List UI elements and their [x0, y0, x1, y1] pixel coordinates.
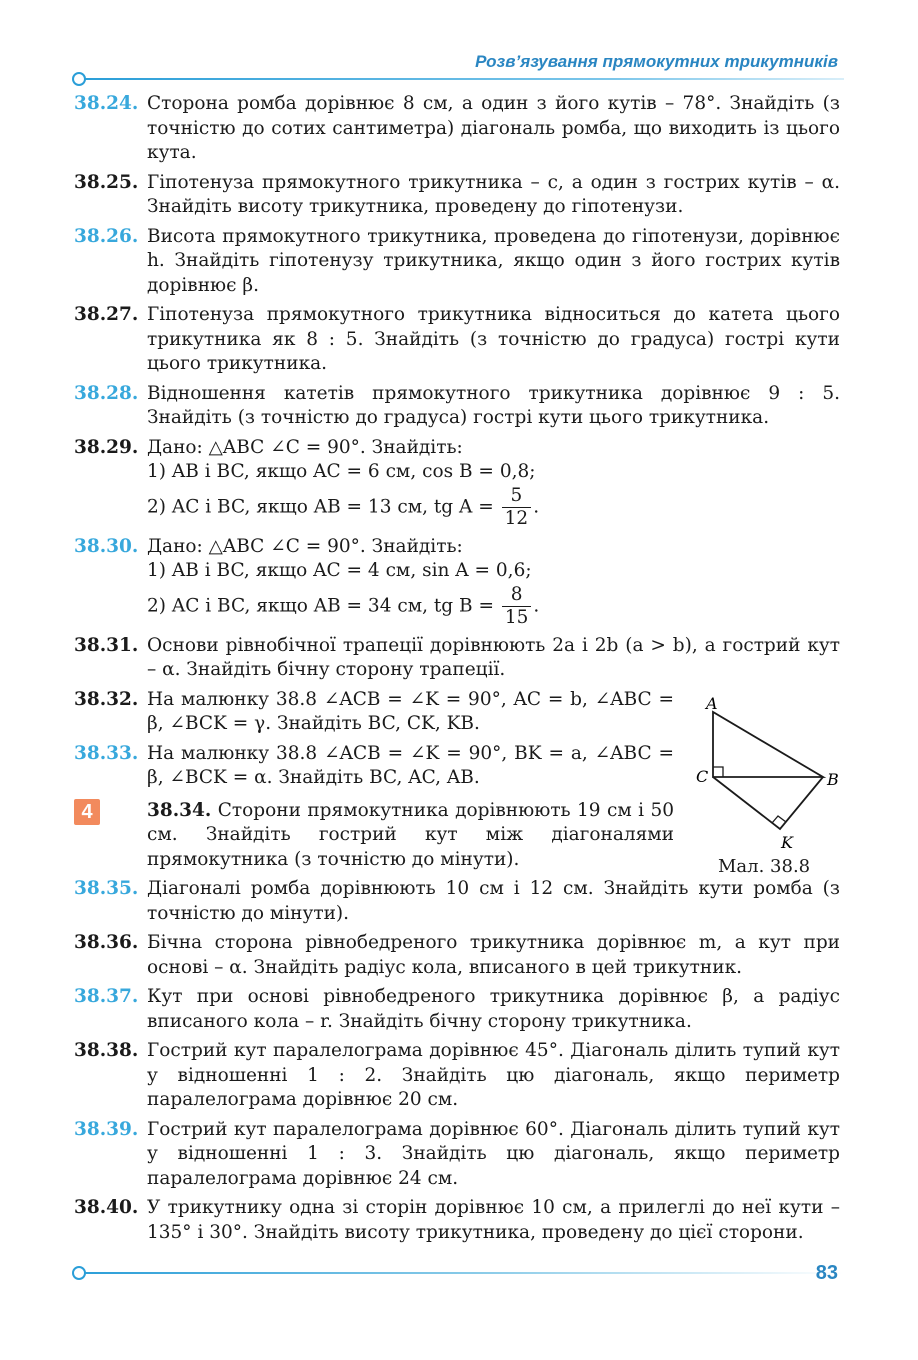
problem-part-2-end: . [533, 595, 540, 616]
problem-text: Сторона ромба дорівнює 8 см, а один з його кутів – 78°. Знайдіть (з точністю до сотих сантиметра) діагональ ромба, що виходить із цього кута. [147, 93, 840, 163]
problem-number: 38.39. [74, 1118, 139, 1140]
problem-38-27 [74, 303, 840, 377]
right-angle-mark-c [713, 767, 723, 777]
fraction [502, 485, 532, 530]
fraction-denominator: 15 [502, 606, 532, 629]
problem-number: 38.27. [74, 304, 139, 325]
problem-38-26 [74, 225, 840, 299]
problem-38-29 [74, 436, 840, 530]
problem-38-32 [74, 688, 674, 737]
problem-number: 38.36. [74, 932, 139, 953]
problems-list [74, 92, 840, 1250]
problem-number: 38.25. [74, 171, 139, 193]
problem-38-25 [74, 171, 840, 220]
problem-38-36 [74, 931, 840, 980]
fraction-denominator: 12 [502, 507, 532, 530]
figure-caption: Мал. 38.8 [718, 856, 811, 877]
problem-text: Основи рівнобічної трапеції дорівнюють 2a і 2b (a > b), а гострий кут – α. Знайдіть бічну сторону трапеції. [147, 634, 840, 680]
problem-number: 38.38. [74, 1040, 139, 1061]
problem-38-28 [74, 382, 840, 431]
problem-text: Гострий кут паралелограма дорівнює 60°. Діагональ ділить тупий кут у відношенні 1 : 3. Знайдіть цю діагональ, якщо периметр паралелограма дорівнює 24 см. [147, 1118, 840, 1189]
problem-38-34 [74, 799, 674, 873]
page-number: 83 [815, 1262, 838, 1284]
problem-number: 38.35. [74, 878, 139, 899]
problem-text: Гострий кут паралелограма дорівнює 45°. Діагональ ділить тупий кут у відношенні 1 : 2. Знайдіть цю діагональ, якщо периметр паралелограма дорівнює 20 см. [147, 1040, 840, 1110]
problem-text: Дано: △ABC ∠C = 90°. Знайдіть: [147, 535, 463, 557]
problem-38-40 [74, 1196, 840, 1245]
problem-38-39 [74, 1118, 840, 1192]
problem-number: 38.30. [74, 535, 139, 557]
level-badge-cell [74, 799, 147, 873]
difficulty-level-badge: 4 [74, 799, 100, 825]
problem-38-30 [74, 535, 840, 629]
footer-rule [74, 1272, 844, 1274]
problem-text: На малюнку 38.8 ∠ACB = ∠K = 90°, AC = b, ∠ABC = β, ∠BCK = γ. Знайдіть BC, CK, KB. [147, 688, 674, 734]
problem-part-2-text: 2) AC і BC, якщо AB = 13 см, tg A = [147, 496, 500, 517]
fraction-numerator: 8 [510, 583, 523, 605]
problem-part-2 [147, 485, 840, 530]
problem-text: Дано: △ABC ∠C = 90°. Знайдіть: [147, 436, 463, 458]
problem-number: 38.40. [74, 1197, 139, 1218]
label-a: A [706, 694, 718, 713]
problem-38-24 [74, 92, 840, 166]
problem-text: Сторони прямокутника дорівнюють 19 см і 50 см. Знайдіть гострий кут між діагоналями прямокутника (з точністю до мінути). [147, 799, 674, 870]
problem-text: Відношення катетів прямокутного трикутника дорівнює 9 : 5. Знайдіть (з точністю до градуса) гострі кути цього трикутника. [147, 382, 840, 428]
problem-38-31 [74, 634, 840, 683]
problem-number: 38.24. [74, 93, 139, 114]
problem-number: 38.28. [74, 382, 139, 404]
label-c: C [696, 767, 709, 786]
triangle-figure-38-8 [688, 692, 848, 882]
problem-38-38 [74, 1039, 840, 1113]
problem-text: Гіпотенуза прямокутного трикутника відноситься до катета цього трикутника як 8 : 5. Знайдіть (з точністю до градуса) гострі кути цього трикутника. [147, 304, 840, 374]
problem-38-37 [74, 985, 840, 1034]
problem-number: 38.32. [74, 688, 139, 710]
problem-number: 38.31. [74, 634, 139, 656]
problem-part-1: 1) AB і BC, якщо AC = 4 см, sin A = 0,6; [147, 560, 532, 581]
problem-part-2-end: . [533, 496, 540, 517]
problem-part-2 [147, 584, 840, 629]
label-k: K [781, 833, 793, 852]
triangle-ckb [713, 777, 823, 829]
problem-part-2-text: 2) AC і BC, якщо AB = 34 см, tg B = [147, 595, 500, 616]
problem-number: 38.33. [74, 742, 139, 764]
triangle-acb [713, 712, 823, 777]
problem-number: 38.26. [74, 225, 139, 247]
problem-text: На малюнку 38.8 ∠ACB = ∠K = 90°, BK = a, ∠ABC = β, ∠BCK = α. Знайдіть BC, AC, AB. [147, 742, 674, 788]
problem-38-35 [74, 877, 840, 926]
page-header-title: Розв’язування прямокутних трикутників [475, 52, 838, 71]
header-rule-circle [72, 72, 86, 86]
problem-text: Кут при основі рівнобедреного трикутника дорівнює β, а радіус вписаного кола – r. Знайдіть бічну сторону трикутника. [147, 986, 840, 1032]
problem-number: 38.34. [147, 799, 212, 821]
footer-rule-circle [72, 1266, 86, 1280]
problem-text: Бічна сторона рівнобедреного трикутника дорівнює m, а кут при основі – α. Знайдіть радіус кола, вписаного в цей трикутник. [147, 932, 840, 978]
problem-38-33 [74, 742, 674, 791]
problem-text: Діагоналі ромба дорівнюють 10 см і 12 см. Знайдіть кути ромба (з точністю до мінути). [147, 878, 840, 924]
problem-number: 38.29. [74, 436, 139, 458]
fraction-numerator: 5 [510, 484, 523, 506]
right-angle-mark-k [772, 816, 786, 823]
problem-text: Гіпотенуза прямокутного трикутника – c, а один з гострих кутів – α. Знайдіть висоту трикутника, проведену до гіпотенузи. [147, 171, 840, 217]
problem-text: У трикутнику одна зі сторін дорівнює 10 см, а прилеглі до неї кути – 135° і 30°. Знайдіть висоту трикутника, проведену до цієї сторони. [147, 1197, 840, 1243]
problem-part-1: 1) AB і BC, якщо AC = 6 см, cos B = 0,8; [147, 461, 536, 482]
header-rule [74, 78, 844, 80]
label-b: B [827, 770, 839, 789]
problem-number: 38.37. [74, 986, 139, 1007]
problem-text: Висота прямокутного трикутника, проведена до гіпотенузи, дорівнює h. Знайдіть гіпотенузу трикутника, якщо один з його гострих кутів дорівнює β. [147, 225, 840, 296]
fraction [502, 584, 532, 629]
